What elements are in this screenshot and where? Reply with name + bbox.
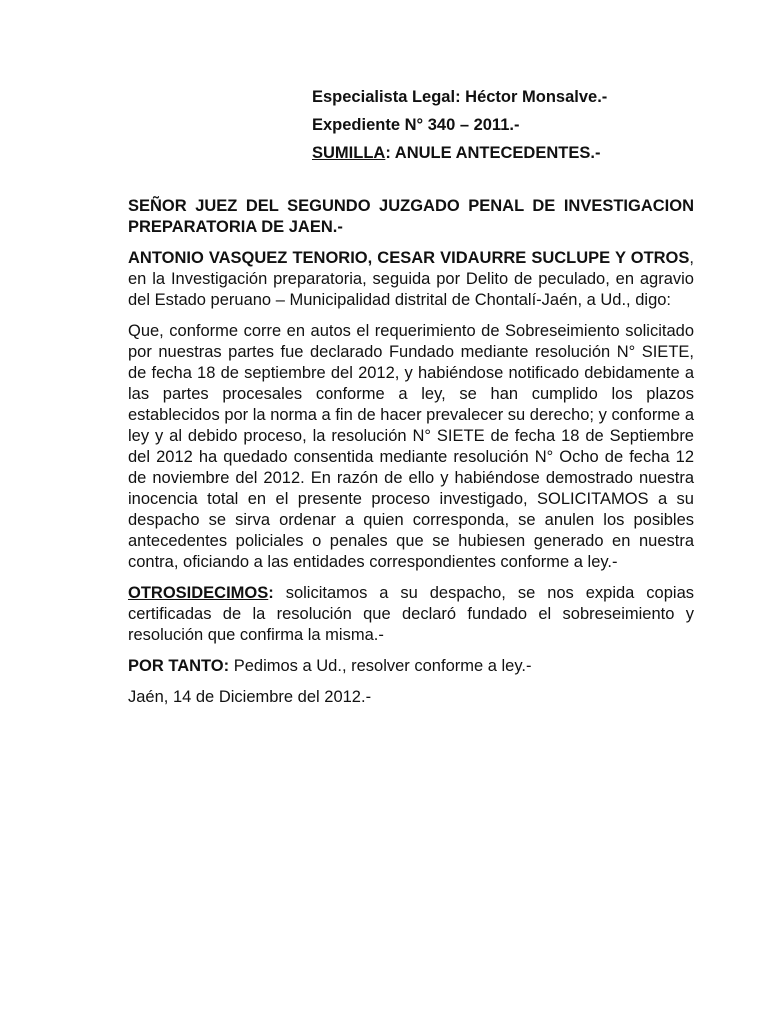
sumilla-label: SUMILLA [312, 144, 386, 162]
otrosi-label: OTROSIDECIMOS [128, 584, 269, 602]
date-line: Jaén, 14 de Diciembre del 2012.- [128, 688, 372, 706]
main-paragraph: Que, conforme corre en autos el requerimiento de Sobreseimiento solicitado por nuestras partes fue declarado Fundado mediante resolución N° SIETE, de fecha 18 de septiembre del 2012, y habiéndose notificado debidamente a las partes procesales conforme a ley, se han cumplido los plazos establecidos por la norma a fin de hacer prevalecer su derecho; y conforme a ley y al debido proceso, la resolución N° SIETE de fecha 18 de Septiembre del 2012 ha quedado consentida mediante resolución N° Ocho de fecha 12 de noviembre del 2012. En razón de ello y habiéndose demostrado nuestra inocencia total en el presente proceso investigado, SOLICITAMOS a su despacho se sirva ordenar a quien corresponda, se anulen los posibles antecedentes policiales o penales que se hubiesen generado en nuestra contra, oficiando a las entidades correspondientes conforme a ley.- [128, 322, 694, 571]
otrosi-text: solicitamos a su despacho, se nos expida copias certificadas de la resolución que declaró fundado el sobreseimiento y resolución que confirma la misma.- [128, 584, 694, 644]
por-tanto-label: POR TANTO: [128, 657, 230, 675]
otrosi-colon: : [268, 584, 274, 602]
document-header [312, 85, 732, 169]
file-number-line: Expediente N° 340 – 2011.- [312, 116, 520, 134]
por-tanto-paragraph [128, 656, 694, 677]
sumilla-line [312, 141, 732, 165]
petitioner-names: ANTONIO VASQUEZ TENORIO, CESAR VIDAURRE SUCLUPE Y OTROS [128, 249, 690, 267]
document-body [128, 196, 694, 718]
intro-text: , en la Investigación preparatoria, seguida por Delito de peculado, en agravio del Estado peruano – Municipalidad distrital de Chontalí-Jaén, a Ud., digo: [128, 249, 694, 309]
addressee-paragraph: SEÑOR JUEZ DEL SEGUNDO JUZGADO PENAL DE INVESTIGACION PREPARATORIA DE JAEN.- [128, 197, 694, 236]
legal-specialist-line: Especialista Legal: Héctor Monsalve.- [312, 88, 608, 106]
sumilla-value: : ANULE ANTECEDENTES.- [385, 144, 601, 162]
otrosi-paragraph [128, 583, 694, 646]
por-tanto-text: Pedimos a Ud., resolver conforme a ley.- [229, 657, 532, 675]
intro-paragraph [128, 248, 694, 311]
